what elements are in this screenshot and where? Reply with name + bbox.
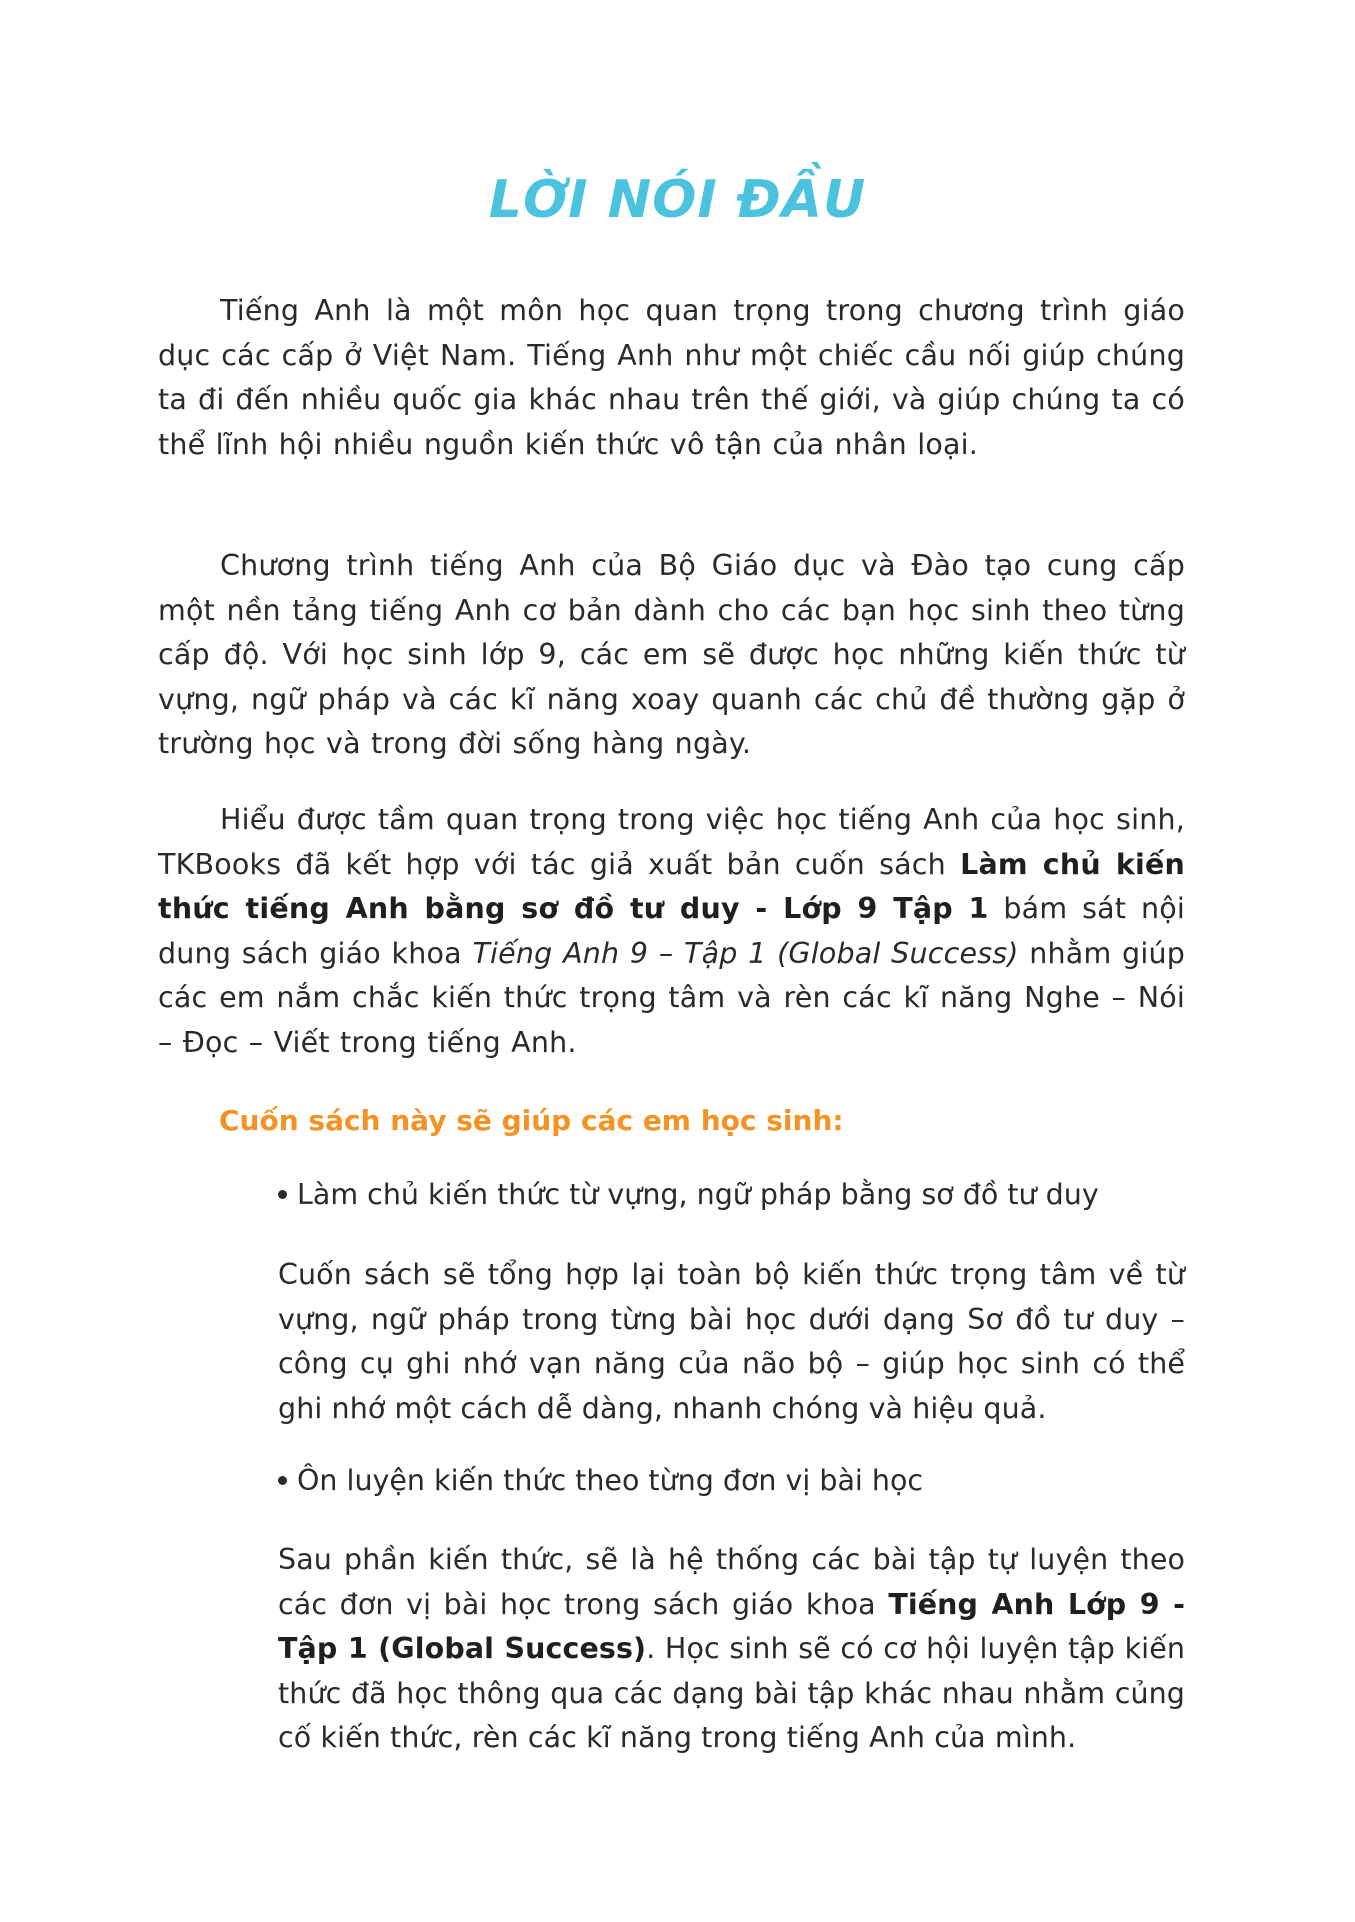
bullet-1-label: Làm chủ kiến thức từ vựng, ngữ pháp bằng sơ đồ tư duy xyxy=(297,1178,1099,1211)
book-title-bold: Làm chủ kiến thức tiếng Anh bằng sơ đồ tư duy - Lớp 9 Tập 1 xyxy=(158,847,1185,926)
textbook-title-italic: Tiếng Anh 9 – Tập 1 (Global Success) xyxy=(472,936,1019,970)
paragraph-3-text-3: nhằm giúp các em nắm chắc kiến thức trọng tâm và rèn các kĩ năng Nghe – Nói – Đọc – Viết trong tiếng Anh. xyxy=(158,936,1185,1059)
intro-paragraph-2: Chương trình tiếng Anh của Bộ Giáo dục và Đào tạo cung cấp một nền tảng tiếng Anh cơ bản dành cho các bạn học sinh theo từng cấp độ. Với học sinh lớp 9, các em sẽ được học những kiến thức từ vựng, ngữ pháp và các kĩ năng xoay quanh các chủ đề thường gặp ở trường học và trong đời sống hàng ngày. xyxy=(158,549,1185,761)
bullet-dot-icon xyxy=(278,1476,287,1485)
bullet-2-text-1: Sau phần kiến thức, sẽ là hệ thống các bài tập tự luyện theo các đơn vị bài học trong sách giáo khoa xyxy=(278,1543,1185,1621)
benefits-subheading: Cuốn sách này sẽ giúp các em học sinh: xyxy=(219,1104,844,1137)
page-title: LỜI NÓI ĐẦU xyxy=(488,170,867,230)
bullet-2-text-2: . Học sinh sẽ có cơ hội luyện tập kiến thức đã học thông qua các dạng bài tập khác nhau nhằm củng cố kiến thức, rèn các kĩ năng trong tiếng Anh của mình. xyxy=(278,1632,1185,1755)
bullet-2-label: Ôn luyện kiến thức theo từng đơn vị bài học xyxy=(297,1464,924,1497)
intro-paragraph-3 xyxy=(158,798,1185,1066)
paragraph-3-text-2: bám sát nội dung sách giáo khoa xyxy=(158,892,1185,970)
intro-paragraph-1: Tiếng Anh là một môn học quan trọng trong chương trình giáo dục các cấp ở Việt Nam. Tiếng Anh như một chiếc cầu nối giúp chúng ta đi đến nhiều quốc gia khác nhau trên thế giới, và giúp chúng ta có thể lĩnh hội nhiều nguồn kiến thức vô tận của nhân loại. xyxy=(158,294,1185,461)
bullet-dot-icon xyxy=(278,1190,287,1199)
textbook-title-bold: Tiếng Anh Lớp 9 - Tập 1 (Global Success) xyxy=(278,1587,1185,1666)
bullet-item-2-title xyxy=(278,1459,923,1503)
bullet-item-1-title xyxy=(278,1173,1099,1217)
bullet-item-2-description xyxy=(278,1538,1185,1761)
paragraph-3-text-1: Hiểu được tầm quan trọng trong việc học tiếng Anh của học sinh, TKBooks đã kết hợp với tác giả xuất bản cuốn sách xyxy=(158,803,1185,881)
bullet-item-1-description: Cuốn sách sẽ tổng hợp lại toàn bộ kiến thức trọng tâm về từ vựng, ngữ pháp trong từng bài học dưới dạng Sơ đồ tư duy – công cụ ghi nhớ vạn năng của não bộ – giúp học sinh có thể ghi nhớ một cách dễ dàng, nhanh chóng và hiệu quả. xyxy=(278,1258,1185,1425)
